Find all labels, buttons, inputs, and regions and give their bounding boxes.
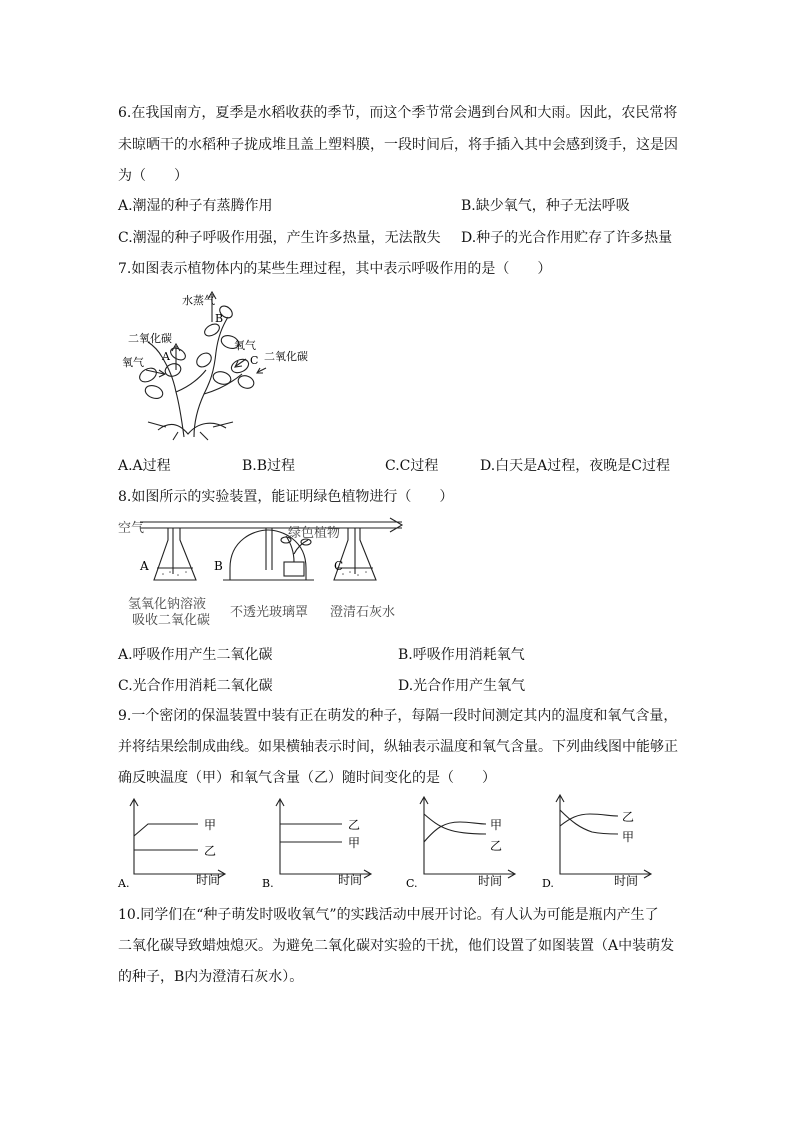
q8-label-naoh-2: 吸收二氧化碳 bbox=[132, 613, 211, 628]
q10-stem-line2: 二氧化碳导致蜡烛熄灭。为避免二氧化碳对实验的干扰，他们设置了如图装置（A中装萌发 bbox=[118, 938, 675, 954]
q9-graph-d-letter: D. bbox=[542, 877, 554, 890]
q8-label-air: 空气 bbox=[118, 521, 145, 536]
q7-label-a: A bbox=[162, 350, 170, 363]
q7-label-b: B bbox=[215, 312, 224, 325]
q9-graph-a-xlabel: 时间 bbox=[196, 873, 221, 887]
q8-option-b: B.呼吸作用消耗氧气 bbox=[398, 647, 525, 663]
q7-label-o2-left: 氧气 bbox=[122, 356, 144, 369]
q6-option-b: B.缺少氧气，种子无法呼吸 bbox=[461, 198, 630, 214]
q6-option-c: C.潮湿的种子呼吸作用强，产生许多热量，无法散失 bbox=[118, 230, 441, 246]
q6-stem-line1: 6.在我国南方，夏季是水稻收获的季节，而这个季节常会遇到台风和大雨。因此，农民常将 bbox=[118, 105, 678, 121]
q7-label-co2-right: 二氧化碳 bbox=[264, 350, 308, 363]
q8-apparatus-figure bbox=[118, 510, 418, 628]
q6-option-a: A.潮湿的种子有蒸腾作用 bbox=[118, 198, 273, 214]
q9-graph-c-top-label: 甲 bbox=[490, 818, 503, 832]
q6-option-d: D.种子的光合作用贮存了许多热量 bbox=[461, 230, 673, 246]
q9-graph-d bbox=[540, 792, 660, 890]
q8-label-c: C bbox=[334, 559, 344, 573]
q9-stem-line3: 确反映温度（甲）和氧气含量（乙）随时间变化的是（ ） bbox=[118, 770, 496, 786]
q7-plant-figure bbox=[118, 282, 358, 442]
q9-graph-a bbox=[118, 798, 238, 890]
q9-graph-b-top-label: 乙 bbox=[348, 818, 361, 832]
q7-label-water-vapor: 水蒸气 bbox=[182, 294, 215, 307]
q8-stem: 8.如图所示的实验装置，能证明绿色植物进行（ ） bbox=[118, 489, 454, 505]
q9-graph-c bbox=[404, 792, 524, 890]
q9-graph-b-xlabel: 时间 bbox=[338, 873, 363, 887]
q8-label-a: A bbox=[140, 559, 149, 573]
q8-label-plant: 绿色植物 bbox=[288, 526, 341, 541]
q7-label-o2-right: 氧气 bbox=[234, 339, 256, 352]
q9-graph-a-bottom-label: 乙 bbox=[204, 844, 217, 858]
q8-option-c: C.光合作用消耗二氧化碳 bbox=[118, 678, 273, 694]
q9-graph-c-xlabel: 时间 bbox=[478, 874, 503, 888]
q7-option-d: D.白天是A过程，夜晚是C过程 bbox=[480, 458, 670, 474]
q8-label-limewater: 澄清石灰水 bbox=[330, 605, 396, 620]
q8-option-a: A.呼吸作用产生二氧化碳 bbox=[118, 647, 273, 663]
q9-graph-d-bottom-label: 甲 bbox=[622, 830, 635, 844]
q7-label-c: C bbox=[250, 354, 259, 367]
q8-label-b: B bbox=[214, 559, 223, 573]
q7-option-b: B.B过程 bbox=[242, 458, 296, 474]
q9-graph-b-bottom-label: 甲 bbox=[348, 836, 361, 850]
q10-stem-line3: 的种子，B内为澄清石灰水）。 bbox=[118, 969, 304, 985]
q9-stem-line2: 并将结果绘制成曲线。如果横轴表示时间，纵轴表示温度和氧气含量。下列曲线图中能够正 bbox=[118, 739, 678, 755]
q9-graph-b bbox=[260, 798, 380, 890]
q7-option-c: C.C过程 bbox=[385, 458, 439, 474]
q9-graph-d-xlabel: 时间 bbox=[614, 874, 639, 888]
q6-stem-line2: 未晾晒干的水稻种子拢成堆且盖上塑料膜，一段时间后，将手插入其中会感到烫手，这是因 bbox=[118, 137, 678, 153]
q9-stem-line1: 9.一个密闭的保温装置中装有正在萌发的种子，每隔一段时间测定其内的温度和氧气含量， bbox=[118, 708, 678, 724]
q6-stem-line3: 为（ ） bbox=[118, 168, 188, 184]
q7-option-a: A.A过程 bbox=[118, 458, 171, 474]
q9-graph-b-letter: B. bbox=[262, 877, 274, 890]
q7-stem: 7.如图表示植物体内的某些生理过程，其中表示呼吸作用的是（ ） bbox=[118, 261, 552, 277]
q9-graph-a-letter: A. bbox=[118, 877, 130, 890]
q8-option-d: D.光合作用产生氧气 bbox=[398, 678, 526, 694]
q9-graph-a-top-label: 甲 bbox=[204, 818, 217, 832]
q9-graph-c-letter: C. bbox=[406, 877, 418, 890]
q10-stem-line1: 10.同学们在“种子萌发时吸收氧气”的实践活动中展开讨论。有人认为可能是瓶内产生了 bbox=[118, 907, 659, 923]
q7-label-co2-left: 二氧化碳 bbox=[128, 332, 172, 345]
q9-graph-d-top-label: 乙 bbox=[622, 810, 635, 824]
q8-label-cover: 不透光玻璃罩 bbox=[230, 605, 309, 620]
q9-graph-c-bottom-label: 乙 bbox=[490, 839, 503, 853]
q8-label-naoh-1: 氢氧化钠溶液 bbox=[128, 597, 207, 612]
